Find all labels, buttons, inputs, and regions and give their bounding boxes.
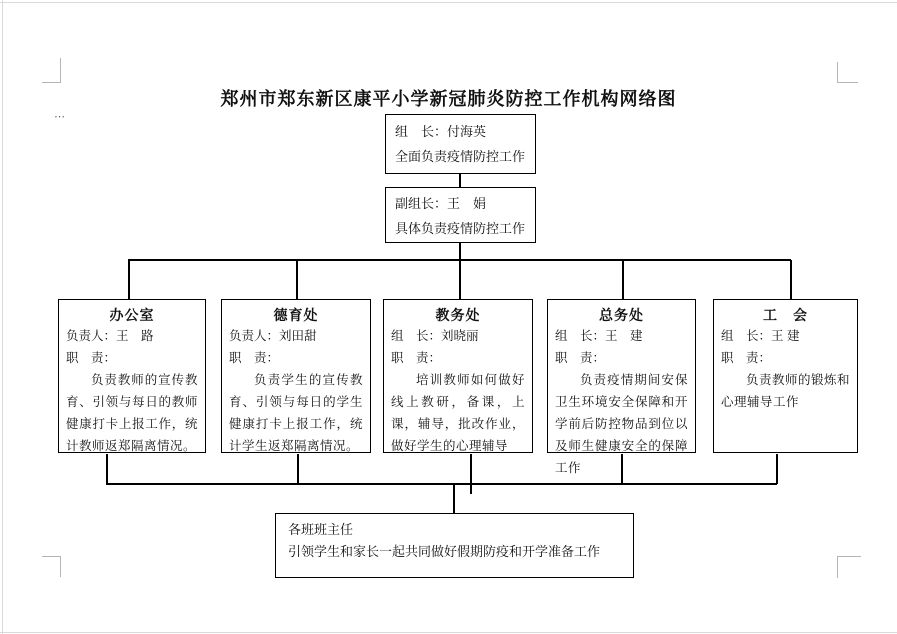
dept-head-line: 负责人：刘田甜 [229, 329, 317, 343]
connector-drop-academic [459, 260, 461, 299]
dept-box-moral-education [221, 299, 371, 453]
dept-duty-label: 职 责： [66, 351, 117, 365]
dept-head-line: 组 长：王 建 [721, 329, 800, 343]
diagram-title: 郑州市郑东新区康平小学新冠肺炎防控工作机构网络图 [220, 89, 677, 109]
connector-leader-deputy [459, 174, 461, 187]
dept-duty-text: 培训教师如何做好线上教研，备课，上课，辅导，批改作业，做好学生的心理辅导 [391, 373, 525, 453]
dept-title: 教务处 [435, 307, 481, 323]
page-edge-bottom [0, 632, 897, 633]
page-edge-top [0, 2, 897, 3]
connector-drop-office [128, 260, 130, 299]
dept-box-labor-union [713, 299, 858, 453]
dept-box-general-affairs [547, 299, 696, 475]
dept-head-line: 负责人：王 路 [66, 329, 154, 343]
dept-duty-label: 职 责： [391, 351, 442, 365]
deputy-name-line: 副组长：王 娟 [395, 196, 487, 211]
connector-drop-union [790, 260, 792, 299]
connector-down-general [621, 454, 623, 484]
dept-duty-label: 职 责： [555, 351, 606, 365]
dept-title: 工 会 [763, 307, 808, 323]
margin-crop-mark-top-right [837, 62, 858, 83]
class-teachers-box [275, 513, 634, 578]
dept-head-line: 组 长：刘晓丽 [391, 329, 479, 343]
deputy-duty-line: 具体负责疫情防控工作 [395, 221, 526, 236]
leader-name-line: 组 长：付海英 [395, 124, 487, 139]
dept-duty-text: 负责疫情期间安保卫生环境安全保障和开学前后防控物品到位以及师生健康安全的保障工作 [555, 373, 688, 475]
connector-down-office [106, 454, 108, 484]
page-edge-left [2, 0, 3, 634]
dept-title: 总务处 [599, 307, 644, 323]
leader-duty-line: 全面负责疫情防控工作 [395, 149, 526, 164]
dept-title: 办公室 [109, 307, 155, 323]
margin-crop-mark-bottom-right [837, 556, 861, 578]
connector-rail-bottom-box [453, 484, 455, 513]
dept-duty-label: 职 责： [721, 351, 772, 365]
connector-down-union [776, 454, 778, 484]
class-teachers-title: 各班班主任 [288, 522, 354, 537]
deputy-leader-box [385, 187, 536, 243]
connector-drop-general [622, 260, 624, 299]
connector-deputy-rail [459, 243, 461, 259]
connector-lower-rail [106, 483, 777, 485]
dept-head-line: 组 长：王 建 [555, 329, 643, 343]
dept-title: 德育处 [273, 307, 319, 323]
connector-down-academic [470, 454, 472, 494]
stray-dots-mark: ⋯ [54, 111, 66, 123]
dept-duty-text: 负责教师的宣传教育、引领与每日的教师健康打卡上报工作，统计教师返郑隔离情况。 [66, 373, 198, 453]
connector-down-moral [297, 454, 299, 484]
dept-box-academic-affairs [383, 299, 533, 453]
dept-duty-text: 负责教师的锻炼和心理辅导工作 [721, 373, 851, 409]
connector-drop-moral [296, 260, 298, 299]
dept-box-office [58, 299, 206, 453]
leader-box [385, 114, 536, 174]
margin-crop-mark-top-left [42, 58, 61, 83]
class-teachers-duty: 引领学生和家长一起共同做好假期防疫和开学准备工作 [288, 544, 601, 559]
dept-duty-label: 职 责： [229, 351, 280, 365]
margin-crop-mark-bottom-left [42, 556, 61, 577]
dept-duty-text: 负责学生的宣传教育、引领与每日的学生健康打卡上报工作，统计学生返郑隔离情况。 [229, 373, 363, 453]
